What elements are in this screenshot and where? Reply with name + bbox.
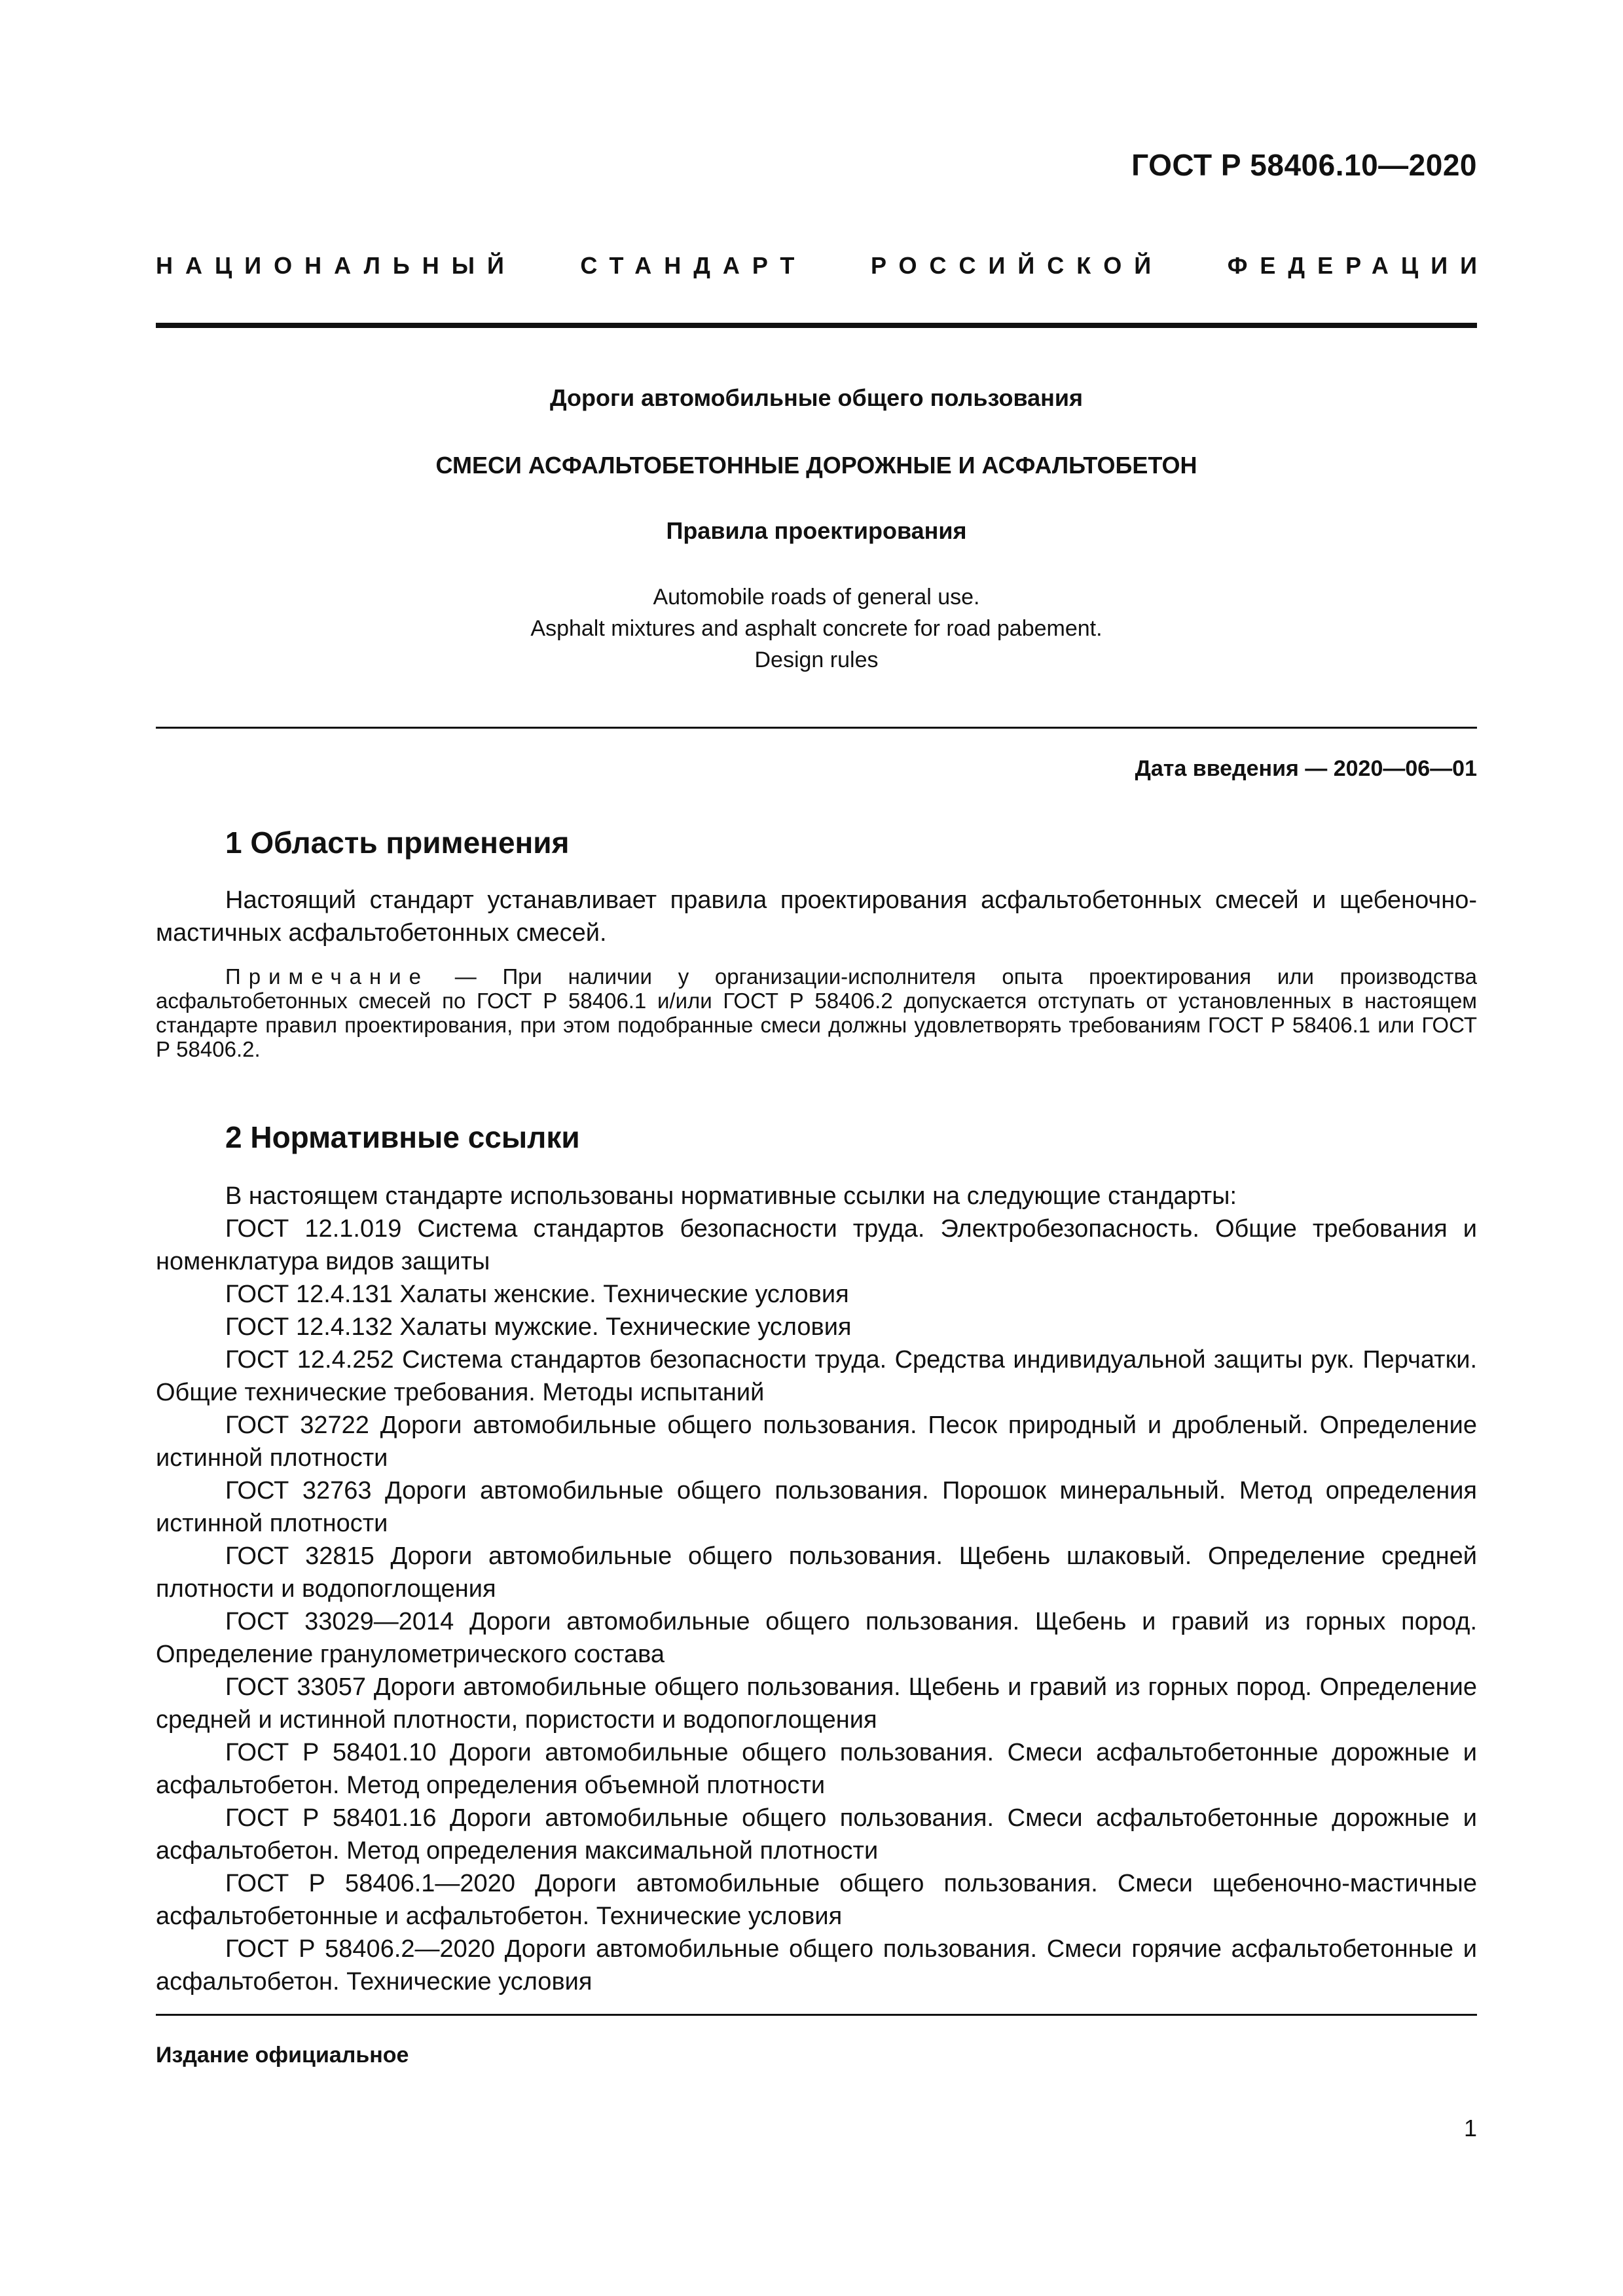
references-intro: В настоящем стандарте использованы нормативные ссылки на следующие стандарты: bbox=[225, 1182, 1237, 1210]
national-standard-banner bbox=[156, 252, 1489, 280]
reference-item: ГОСТ 12.4.131 Халаты женские. Технические условия bbox=[225, 1281, 849, 1308]
reference-item: ГОСТ Р 58406.1—2020 Дороги автомобильные общего пользования. Смеси щебеночно-мастичные асфальтобетонные и асфальтобетон. Технические условия bbox=[156, 1870, 1477, 1930]
official-edition-label: Издание официальное bbox=[156, 2043, 409, 2068]
note-label: Примечание bbox=[225, 964, 429, 989]
standard-code: ГОСТ Р 58406.10—2020 bbox=[1131, 148, 1477, 182]
normative-references bbox=[156, 1180, 1477, 1998]
english-title-line: Automobile roads of general use. bbox=[653, 585, 980, 610]
reference-item: ГОСТ 12.4.252 Система стандартов безопасности труда. Средства индивидуальной защиты рук. Перчатки. Общие технические требования. Методы испытаний bbox=[156, 1346, 1477, 1406]
banner-word: РОССИЙСКОЙ bbox=[870, 252, 1164, 279]
reference-item: ГОСТ 32815 Дороги автомобильные общего пользования. Щебень шлаковый. Определение средней плотности и водопоглощения bbox=[156, 1542, 1477, 1603]
banner-word: НАЦИОНАЛЬНЫЙ bbox=[156, 252, 517, 279]
page-number: 1 bbox=[1463, 2115, 1477, 2141]
reference-item: ГОСТ Р 58401.10 Дороги автомобильные общего пользования. Смеси асфальтобетонные дорожные и асфальтобетон. Метод определения объемной плотности bbox=[156, 1739, 1477, 1799]
title-divider bbox=[156, 727, 1477, 729]
reference-item: ГОСТ 12.1.019 Система стандартов безопасности труда. Электробезопасность. Общие требования и номенклатура видов защиты bbox=[156, 1215, 1477, 1275]
reference-item: ГОСТ 32763 Дороги автомобильные общего пользования. Порошок минеральный. Метод определения истинной плотности bbox=[156, 1477, 1477, 1537]
reference-item: ГОСТ 12.4.132 Халаты мужские. Технические условия bbox=[225, 1313, 852, 1341]
footer-divider bbox=[156, 2014, 1477, 2016]
banner-word: ФЕДЕРАЦИИ bbox=[1227, 252, 1489, 279]
title-line-2: СМЕСИ АСФАЛЬТОБЕТОННЫЕ ДОРОЖНЫЕ И АСФАЛЬТОБЕТОН bbox=[435, 452, 1197, 479]
section-1-heading: 1 Область применения bbox=[225, 826, 570, 860]
english-title-line: Design rules bbox=[754, 647, 879, 672]
reference-item: ГОСТ 33057 Дороги автомобильные общего пользования. Щебень и гравий из горных пород. Определение средней и истинной плотности, пористости и водопоглощения bbox=[156, 1673, 1477, 1734]
reference-item: ГОСТ 32722 Дороги автомобильные общего пользования. Песок природный и дробленый. Определение истинной плотности bbox=[156, 1412, 1477, 1472]
reference-item: ГОСТ Р 58401.16 Дороги автомобильные общего пользования. Смеси асфальтобетонные дорожные и асфальтобетон. Метод определения максимальной плотности bbox=[156, 1804, 1477, 1865]
english-title bbox=[156, 581, 1477, 676]
note-text: — При наличии у организации-исполнителя опыта проектирования или производства асфальтобетонных смесей по ГОСТ Р 58406.1 и/или ГОСТ Р 58406.2 допускается отступать от установленных в настоящем стандарте правил проектирования, при этом подобранные смеси должны удовлетворять требованиям ГОСТ Р 58406.1 или ГОСТ Р 58406.2. bbox=[156, 964, 1477, 1061]
reference-item: ГОСТ Р 58406.2—2020 Дороги автомобильные общего пользования. Смеси горячие асфальтобетонные и асфальтобетон. Технические условия bbox=[156, 1935, 1477, 1995]
banner-word: СТАНДАРТ bbox=[580, 252, 807, 279]
title-line-1: Дороги автомобильные общего пользования bbox=[549, 384, 1084, 411]
reference-item: ГОСТ 33029—2014 Дороги автомобильные общего пользования. Щебень и гравий из горных пород. Определение гранулометрического состава bbox=[156, 1608, 1477, 1668]
header-divider bbox=[156, 323, 1477, 328]
title-line-3: Правила проектирования bbox=[666, 517, 967, 544]
introduction-date: Дата введения — 2020—06—01 bbox=[1135, 756, 1477, 781]
section-1-paragraph: Настоящий стандарт устанавливает правила проектирования асфальтобетонных смесей и щебеночно-мастичных асфальтобетонных смесей. bbox=[156, 886, 1477, 947]
document-page bbox=[156, 0, 1489, 2296]
section-2-heading: 2 Нормативные ссылки bbox=[225, 1120, 580, 1154]
section-1-note bbox=[156, 964, 1477, 1061]
english-title-line: Asphalt mixtures and asphalt concrete for road pabement. bbox=[530, 616, 1103, 641]
